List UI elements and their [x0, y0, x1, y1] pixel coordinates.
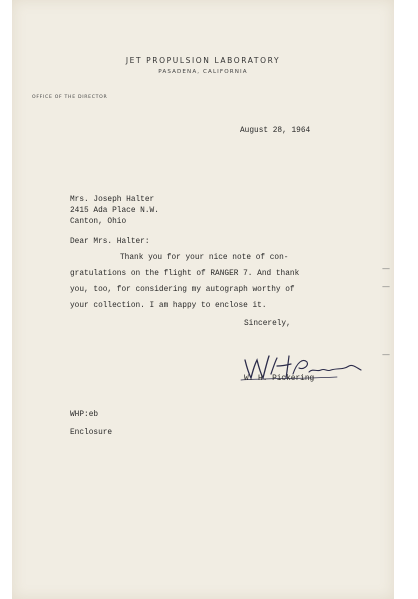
- letterhead-org: JET PROPULSION LABORATORY: [125, 56, 281, 65]
- signer-name: W. H. Pickering: [244, 375, 315, 383]
- salutation: Dear Mrs. Halter:: [70, 238, 150, 246]
- address-line-1: Mrs. Joseph Halter: [70, 196, 155, 204]
- body-line-3: you, too, for considering my autograph worthy of: [70, 286, 295, 294]
- body-line-1: Thank you for your nice note of con-: [120, 254, 289, 262]
- margin-mark: —: [382, 264, 390, 273]
- margin-mark: —: [382, 282, 390, 291]
- closing: Sincerely,: [244, 320, 291, 328]
- typist-initials: WHP:eb: [70, 411, 99, 419]
- address-line-3: Canton, Ohio: [70, 218, 127, 226]
- enclosure-note: Enclosure: [70, 429, 113, 437]
- address-line-2: 2415 Ada Place N.W.: [70, 207, 159, 215]
- margin-mark: —: [382, 350, 390, 359]
- letter-page: [12, 0, 394, 599]
- body-line-2: gratulations on the flight of RANGER 7. And thank: [70, 270, 300, 278]
- body-line-4: your collection. I am happy to enclose it.: [70, 302, 267, 310]
- letterhead-office: OFFICE OF THE DIRECTOR: [32, 95, 108, 100]
- letter-date: August 28, 1964: [240, 127, 311, 135]
- letterhead-location: PASADENA, CALIFORNIA: [158, 69, 248, 75]
